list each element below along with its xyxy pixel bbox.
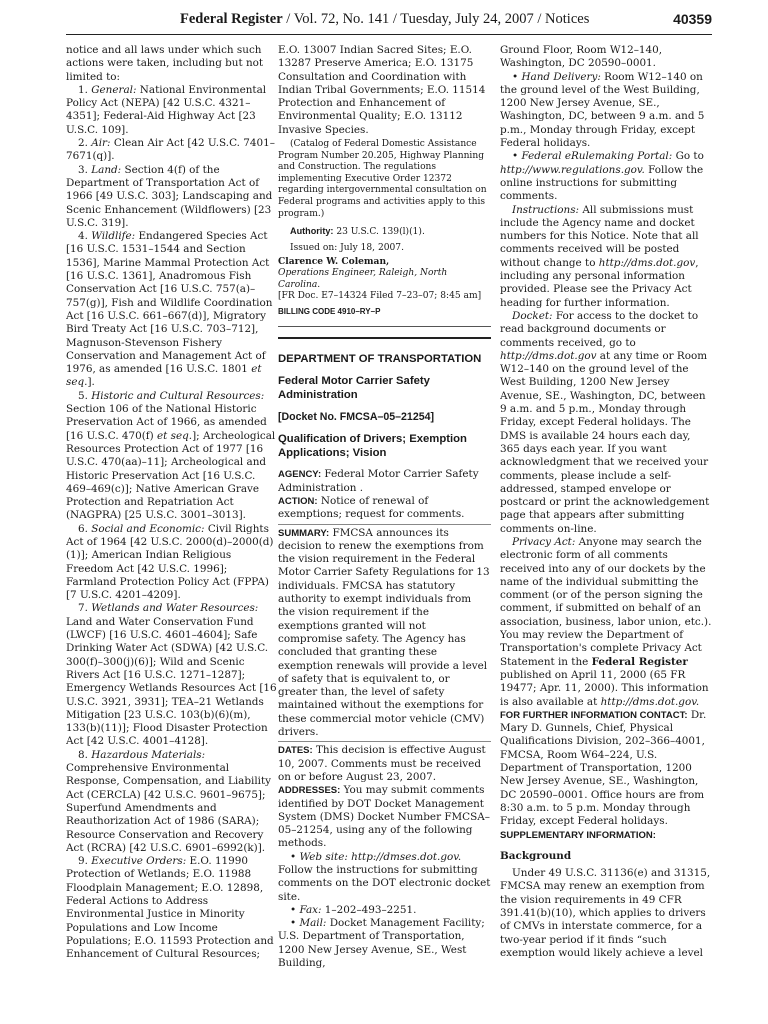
- list-item: 5. Historic and Cultural Resources: Section 106 of the National Historic Preservation Act of 1966, as amended [16 U.S.C. 470(f) et seq.]; Archeological Resources Protection Act of 1977 [16 U.S.C. 470(aa)–11]; Archeological and Historic Preservation Act [16 U.S.C. 469–469(c)]; Native American Grave Protection and Repatriation Act (NAGPRA) [25 U.S.C. 3001–3013].: [66, 389, 276, 522]
- list-item: 3. Land: Section 4(f) of the Department of Transportation Act of 1966 [49 U.S.C. 303]; Landscaping and Scenic Enhancement (Wildflowers) [23 U.S.C. 319].: [66, 163, 273, 229]
- list-item: 6. Social and Economic: Civil Rights Act of 1964 [42 U.S.C. 2000(d)–2000(d)(1)]; American Indian Religious Freedom Act [42 U.S.C. 1996]; Farmland Protection Policy Act (FPPA) [7 U.S.C. 4201–4209].: [66, 522, 274, 602]
- fr-doc: [FR Doc. E7–14324 Filed 7–23–07; 8:45 am]: [278, 291, 482, 302]
- list-item: 8. Hazardous Materials: Comprehensive Environmental Response, Compensation, and Liability Act (CERCLA) [42 U.S.C. 9601–9675]; Superfund Amendments and Reauthorization Act of 1986 (SARA); Resource Conservation and Recovery Act (RCRA) [42 U.S.C. 6901–6992(k)].: [66, 748, 272, 854]
- list-item: 9. Executive Orders: E.O. 11990 Protection of Wetlands; E.O. 11988 Floodplain Management; E.O. 12898, Federal Actions to Address Environmental Justice in Minority Populations and Low Income Populations; E.O. 11593 Protection and Enhancement of Cultural Resources;: [66, 855, 274, 961]
- column-3: [500, 44, 712, 1016]
- list-item: 4. Wildlife: Endangered Species Act [16 U.S.C. 1531–1544 and Section 1536], Marine Mammal Protection Act [16 U.S.C. 1361], Anadromous Fish Conservation Act [16 U.S.C. 757(a)–757(g)], Fish and Wildlife Coordination Act [16 U.S.C. 661–667(d)], Migratory Bird Treaty Act [16 U.S.C. 703–712], Magnuson-Stevenson Fishery Conservation and Management Act of 1976, as amended [16 U.S.C. 1801 et seq.].: [66, 230, 273, 389]
- summary: SUMMARY: FMCSA announces its decision to renew the exemptions from the vision requirement in the Federal Motor Carrier Safety Regulations for 13 individuals. FMCSA has statutory authority to exempt individuals from the vision requirement if the exemptions granted will not compromise safety. The Agency has concluded that granting these exemption renewals will provide a level of safety that is equivalent to, or greater than, the level of safety maintained without the exemptions for these commercial motor vehicle (CMV) drivers.: [278, 524, 491, 740]
- billing-code: BILLING CODE 4910–RY–P: [278, 305, 491, 327]
- dates: DATES: This decision is effective August 10, 2007. Comments must be received on or before August 23, 2007.: [278, 741, 491, 784]
- hand-delivery: • Hand Delivery: Room W12–140 on the ground level of the West Building, 1200 New Jersey Avenue, SE., Washington, DC, between 9 a.m. and 5 p.m., Monday through Friday, except Federal holidays.: [500, 70, 705, 150]
- column-2: [278, 44, 491, 1016]
- agency-line: AGENCY: Federal Motor Carrier Safety Administration .: [278, 468, 479, 494]
- web-method: • Web site: http://dmses.dot.gov. Follow the instructions for submitting comments on the DOT electronic docket site.: [278, 850, 491, 903]
- instructions: Instructions: All submissions must include the Agency name and docket numbers for this Notice. Note that all comments received will be posted without change to http://dms.dot.gov, including any personal information provided. Please see the Privacy Act heading for further information.: [500, 203, 699, 309]
- addresses: ADDRESSES: You may submit comments identified by DOT Docket Management System (DMS) Docket Number FMCSA–05–21254, using any of the following methods.: [278, 784, 490, 850]
- mail-method: • Mail: Docket Management Facility; U.S. Department of Transportation, 1200 New Jersey Avenue, SE., West Building,: [278, 917, 485, 970]
- docket-access: Docket: For access to the docket to read background documents or comments received, go to http://dms.dot.gov at any time or Room W12–140 on the ground level of the West Building, 1200 New Jersey Avenue, SE., Washington, DC, between 9 a.m. and 5 p.m., Monday through Friday, except Federal holidays. The DMS is available 24 hours each day, 365 days each year. If you want acknowledgment that we received your comments, please include a self-addressed, stamped envelope or postcard or print the acknowledgement page that appears after submitting comments on-line.: [500, 309, 710, 535]
- page-number: 40359: [673, 11, 712, 27]
- department-heading: DEPARTMENT OF TRANSPORTATION: [278, 337, 491, 366]
- supplementary-label: SUPPLEMENTARY INFORMATION:: [500, 829, 656, 841]
- page-header: [66, 8, 712, 35]
- background-text: Under 49 U.S.C. 31136(e) and 31315, FMCSA may renew an exemption from the vision requirements in 49 CFR 391.41(b)(10), which applies to drivers of CMVs in interstate commerce, for a two-year period if it finds “such exemption would likely achieve a level: [500, 867, 711, 959]
- journal-name: Federal Register: [180, 11, 283, 27]
- authority: Authority: 23 U.S.C. 139(l)(1).: [290, 226, 425, 238]
- catalog-note: (Catalog of Federal Domestic Assistance Program Number 20.205, Highway Planning and Construction. The regulations implementing Executive Order 12372 regarding intergovernmental consultation on Federal programs and activities apply to this program.): [278, 139, 487, 219]
- agency-heading: Federal Motor Carrier Safety Administration: [278, 375, 430, 402]
- issue-info: / Vol. 72, No. 141 / Tuesday, July 24, 2007 / Notices: [282, 11, 590, 27]
- paragraph: E.O. 13007 Indian Sacred Sites; E.O. 13287 Preserve America; E.O. 13175 Consultation and Coordination with Indian Tribal Governments; E.O. 11514 Protection and Enhancement of Environmental Quality; E.O. 13112 Invasive Species.: [278, 44, 486, 136]
- running-head: [180, 11, 589, 28]
- docket-number: [Docket No. FMCSA–05–21254]: [278, 411, 435, 424]
- privacy-act: Privacy Act: Anyone may search the electronic form of all comments received into any of our dockets by the name of the individual submitting the comment (or of the person signing the comment, if submitted on behalf of an association, business, labor union, etc.). You may review the Department of Transportation's complete Privacy Act Statement in the Federal Register published on April 11, 2000 (65 FR 19477; Apr. 11, 2000). This information is also available at http://dms.dot.gov.: [500, 535, 712, 708]
- fax-method: • Fax: 1–202–493–2251.: [290, 903, 417, 916]
- action-line: ACTION: Notice of renewal of exemptions; request for comments.: [278, 494, 465, 521]
- further-info-contact: FOR FURTHER INFORMATION CONTACT: Dr. Mary D. Gunnels, Chief, Physical Qualifications Division, 202–366–4001, FMCSA, Room W64–224, U.S. Department of Transportation, 1200 New Jersey Avenue, SE., Washington, DC 20590–0001. Office hours are from 8:30 a.m. to 5 p.m. Monday through Friday, except Federal holidays.: [500, 708, 707, 828]
- paragraph: Ground Floor, Room W12–140, Washington, DC 20590–0001.: [500, 44, 663, 70]
- signer-title: Operations Engineer, Raleigh, North Carolina.: [278, 268, 448, 290]
- list-item: 1. General: National Environmental Policy Act (NEPA) [42 U.S.C. 4321–4351]; Federal-Aid Highway Act [23 U.S.C. 109].: [66, 83, 267, 136]
- list-item: 2. Air: Clean Air Act [42 U.S.C. 7401–7671(q)].: [66, 137, 275, 163]
- notice-subject: Qualification of Drivers; Exemption Applications; Vision: [278, 433, 467, 460]
- erulemaking-portal: • Federal eRulemaking Portal: Go to http://www.regulations.gov. Follow the online instructions for submitting comments.: [500, 150, 704, 203]
- paragraph: notice and all laws under which such actions were taken, including but not limited to:: [66, 44, 264, 83]
- issued-date: Issued on: July 18, 2007.: [290, 242, 404, 253]
- background-heading: Background: [500, 849, 572, 862]
- column-1: [66, 44, 278, 1016]
- list-item: 7. Wetlands and Water Resources: Land and Water Conservation Fund (LWCF) [16 U.S.C. 4601–4604]; Safe Drinking Water Act (SDWA) [42 U.S.C. 300(f)–300(j)(6)]; Wild and Scenic Rivers Act [16 U.S.C. 1271–1287]; Emergency Wetlands Resources Act [16 U.S.C. 3921, 3931]; TEA–21 Wetlands Mitigation [23 U.S.C. 103(b)(6)(m), 133(b)(11)]; Flood Disaster Protection Act [42 U.S.C. 4001–4128].: [66, 602, 277, 748]
- signer-name: Clarence W. Coleman,: [278, 256, 390, 268]
